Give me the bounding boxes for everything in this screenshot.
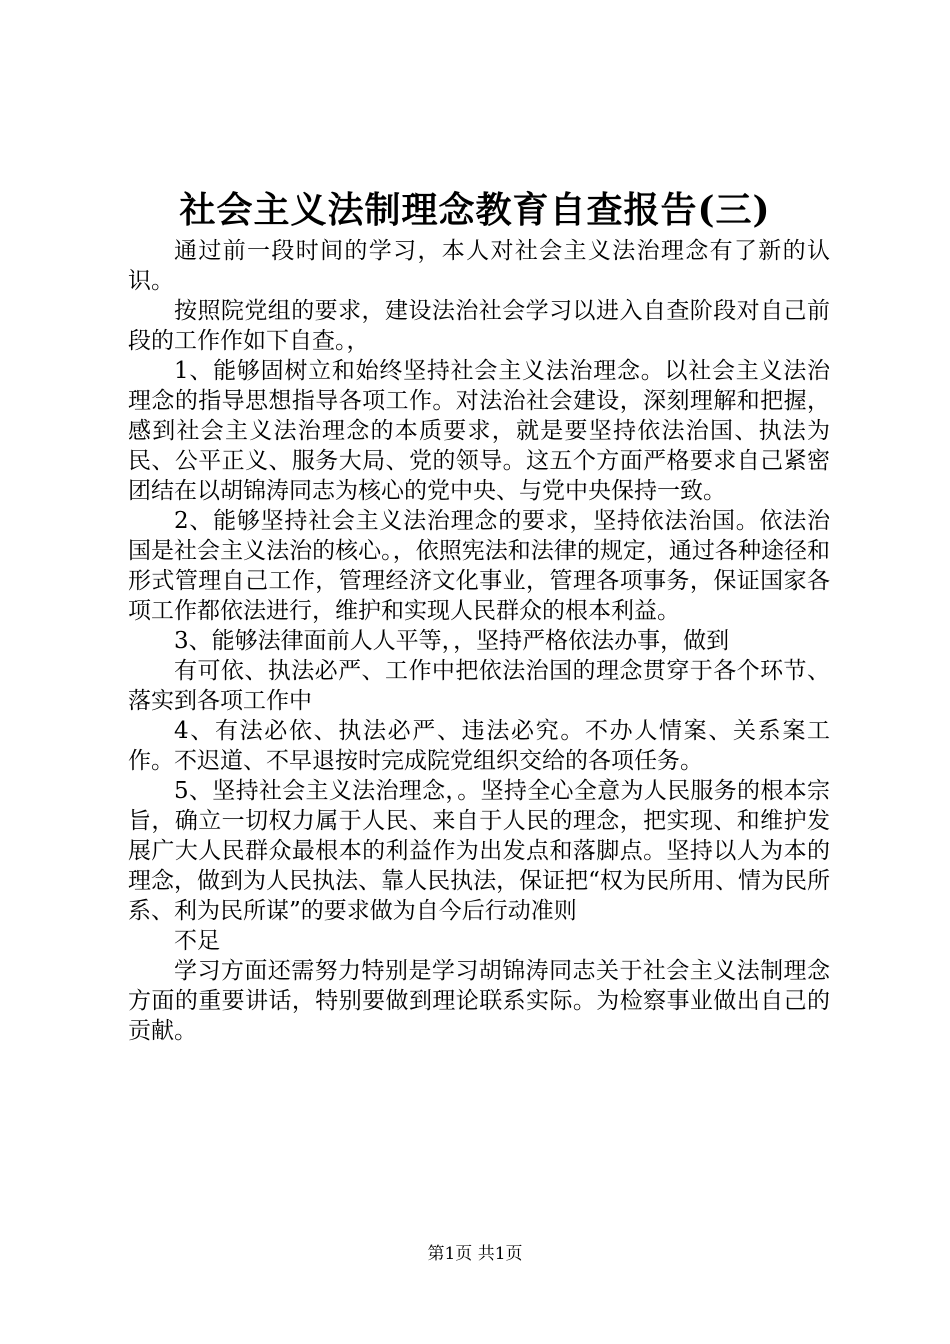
- paragraph-item-3-continued: 有可依、执法必严、工作中把依法治国的理念贯穿于各个环节、落实到各项工作中: [128, 658, 830, 714]
- paragraph-shortcomings-heading: 不足: [174, 928, 220, 954]
- paragraph-item-1: 1、能够固树立和始终坚持社会主义法治理念。以社会主义法治理念的指导思想指导各项工作。对法治社会建设，深刻理解和把握，感到社会主义法治理念的本质要求，就是要坚持依法治国、执法为民、公平正义、服务大局、党的领导。这五个方面严格要求自己紧密团结在以胡锦涛同志为核心的党中央、与党中央保持一致。: [128, 358, 830, 504]
- paragraph-conclusion: 学习方面还需努力特别是学习胡锦涛同志关于社会主义法制理念方面的重要讲话，特别要做到理论联系实际。为检察事业做出自己的贡献。: [128, 958, 830, 1044]
- document-title: 社会主义法制理念教育自查报告(三): [179, 189, 771, 231]
- paragraph-item-5: 5、坚持社会主义法治理念，。坚持全心全意为人民服务的根本宗旨，确立一切权力属于人民、来自于人民的理念，把实现、和维护发展广大人民群众最根本的利益作为出发点和落脚点。坚持以人为本的理念，做到为人民执法、靠人民执法，保证把“权为民所用、情为民所系、利为民所谋”的要求做为自今后行动准则: [128, 778, 830, 924]
- page-footer: 第1页 共1页: [427, 1244, 523, 1264]
- document-body: [128, 236, 830, 1046]
- paragraph-requirements: 按照院党组的要求，建设法治社会学习以进入自查阶段对自己前段的工作作如下自查。，: [128, 298, 830, 354]
- paragraph-intro: 通过前一段时间的学习，本人对社会主义法治理念有了新的认识。: [128, 238, 830, 294]
- paragraph-item-4: 4、有法必依、执法必严、违法必究。不办人情案、关系案工作。不迟道、不早退按时完成院党组织交给的各项任务。: [128, 718, 830, 774]
- paragraph-item-3: 3、能够法律面前人人平等，，坚持严格依法办事，做到: [174, 628, 730, 654]
- paragraph-item-2: 2、能够坚持社会主义法治理念的要求，坚持依法治国。依法治国是社会主义法治的核心。，依照宪法和法律的规定，通过各种途径和形式管理自己工作，管理经济文化事业，管理各项事务，保证国家各项工作都依法进行，维护和实现人民群众的根本利益。: [128, 508, 830, 624]
